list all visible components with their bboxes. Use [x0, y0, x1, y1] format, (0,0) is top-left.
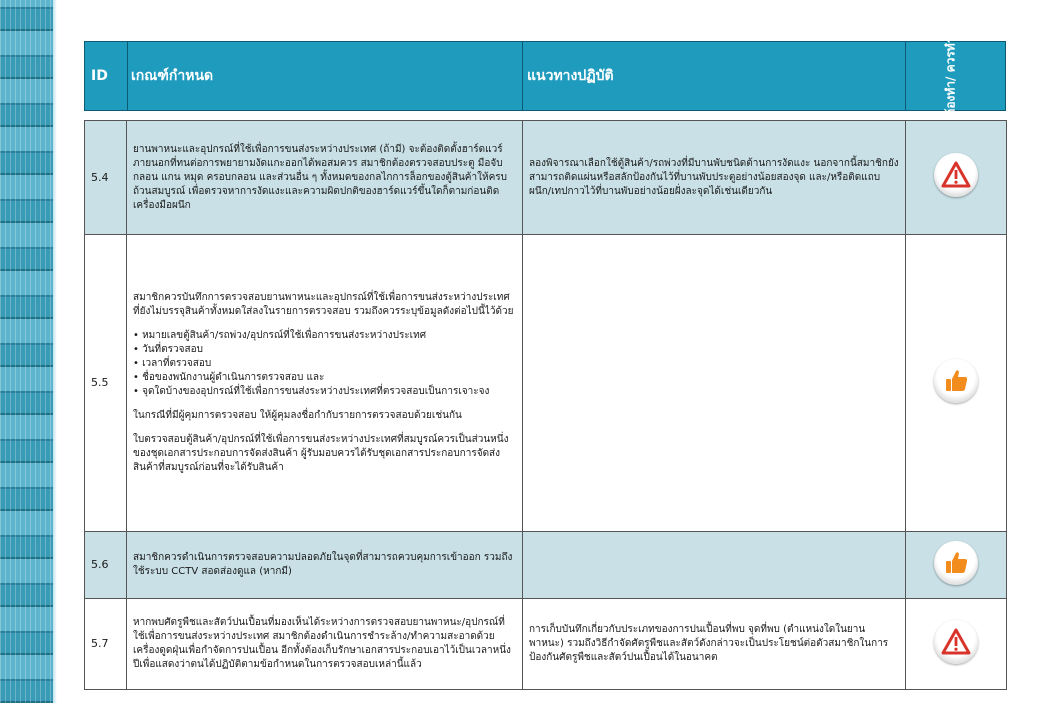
list-item: • จุดใดบ้างของอุปกรณ์ที่ใช้เพื่อการขนส่งระหว่างประเทศที่ตรวจสอบเป็นการเจาะจง — [133, 385, 516, 399]
row-guideline — [523, 532, 906, 599]
criteria-table — [84, 120, 1007, 690]
header-guideline: แนวทางปฏิบัติ — [527, 68, 614, 84]
list-item: • วันที่ตรวจสอบ — [133, 343, 516, 357]
row-id: 5.5 — [85, 235, 127, 532]
table-header — [84, 36, 1006, 116]
warning-icon — [934, 153, 978, 197]
table-row — [85, 599, 1007, 690]
header-id: ID — [91, 68, 108, 84]
header-requirement: ต้องทำ/ ควรทำ — [943, 36, 958, 116]
row-criteria — [127, 235, 523, 532]
thumbs-up-icon — [934, 359, 978, 403]
row-criteria: ยานพาหนะและอุปกรณ์ที่ใช้เพื่อการขนส่งระหว่างประเทศ (ถ้ามี) จะต้องติดตั้งฮาร์ดแวร์ภายนอกที่ทนต่อการพยายามงัดแกะออกได้พอสมควร สมาชิกต้องตรวจสอบประตู มือจับ กลอน แกน หมุด ครอบกลอน และส่วนอื่น ๆ ทั้งหมดของกลไกการล็อกของตู้สินค้าให้ครบถ้วนสมบูรณ์ เพื่อตรวจหาการงัดแงะและความผิดปกติของฮาร์ดแวร์ขึ้นใดก็ตามก่อนติดเครื่องมือผนึก — [127, 121, 523, 235]
table-row — [85, 121, 1007, 235]
list-item: • ชื่อของพนักงานผู้ดำเนินการตรวจสอบ และ — [133, 371, 516, 385]
row-id: 5.6 — [85, 532, 127, 599]
criteria-paragraph: ใบตรวจสอบตู้สินค้า/อุปกรณ์ที่ใช้เพื่อการขนส่งระหว่างประเทศที่สมบูรณ์ควรเป็นส่วนหนึ่งของชุดเอกสารประกอบการจัดส่งสินค้า ผู้รับมอบควรได้รับชุดเอกสารประกอบการจัดส่งสินค้าที่สมบูรณ์ก่อนที่จะได้รับสินค้า — [133, 434, 509, 473]
table-row — [85, 235, 1007, 532]
row-criteria: สมาชิกควรดำเนินการตรวจสอบความปลอดภัยในจุดที่สามารถควบคุมการเข้าออก รวมถึงใช้ระบบ CCTV สอดส่องดูแล (หากมี) — [127, 532, 523, 599]
row-id: 5.4 — [85, 121, 127, 235]
list-item: • หมายเลขตู้สินค้า/รถพ่วง/อุปกรณ์ที่ใช้เพื่อการขนส่งระหว่างประเทศ — [133, 329, 516, 343]
list-item: • เวลาที่ตรวจสอบ — [133, 357, 516, 371]
criteria-paragraph: ในกรณีที่มีผู้คุมการตรวจสอบ ให้ผู้คุมลงชื่อกำกับรายการตรวจสอบด้วยเช่นกัน — [133, 410, 462, 421]
decorative-container-strip — [0, 0, 57, 703]
criteria-intro: สมาชิกควรบันทึกการตรวจสอบยานพาหนะและอุปกรณ์ที่ใช้เพื่อการขนส่งระหว่างประเทศที่ยังไม่บรรจุสินค้าทั้งหมดใส่ลงในรายการตรวจสอบ รวมถึงควรระบุข้อมูลดังต่อไปนี้ไว้ด้วย — [133, 292, 514, 317]
warning-icon — [934, 620, 978, 664]
row-guideline — [523, 235, 906, 532]
row-guideline: ลองพิจารณาเลือกใช้ตู้สินค้า/รถพ่วงที่มีบานพับชนิดต้านการงัดแงะ นอกจากนี้สมาชิกยังสามารถติดแผ่นหรือสลักป้องกันไว้ที่บานพับประตูอย่างน้อยสองจุด และ/หรือติดแถบผนึก/เทปกาวไว้ที่บานพับอย่างน้อยฝั่งละจุดได้เช่นเดียวกัน — [523, 121, 906, 235]
header-criteria: เกณฑ์กำหนด — [131, 68, 214, 84]
row-guideline: การเก็บบันทึกเกี่ยวกับประเภทของการปนเปื้อนที่พบ จุดที่พบ (ตำแหน่งใดในยานพาหนะ) รวมถึงวิธีกำจัดศัตรูพืชและสัตว์ดังกล่าวจะเป็นประโยชน์ต่อตัวสมาชิกในการป้องกันศัตรูพืชและสัตว์ปนเปื้อนได้ในอนาคต — [523, 599, 906, 690]
row-criteria: หากพบศัตรูพืชและสัตว์ปนเปื้อนที่มองเห็นได้ระหว่างการตรวจสอบยานพาหนะ/อุปกรณ์ที่ใช้เพื่อการขนส่งระหว่างประเทศ สมาชิกต้องดำเนินการชำระล้าง/ทำความสะอาดด้วยเครื่องดูดฝุ่นเพื่อกำจัดการปนเปื้อน อีกทั้งต้องเก็บรักษาเอกสารประกอบเอาไว้เป็นเวลาหนึ่งปีเพื่อแสดงว่าตนได้ปฏิบัติตามข้อกำหนดในการตรวจสอบเหล่านี้แล้ว — [127, 599, 523, 690]
thumbs-up-icon — [934, 541, 978, 585]
table-row — [85, 532, 1007, 599]
criteria-bullets — [133, 329, 516, 399]
row-id: 5.7 — [85, 599, 127, 690]
